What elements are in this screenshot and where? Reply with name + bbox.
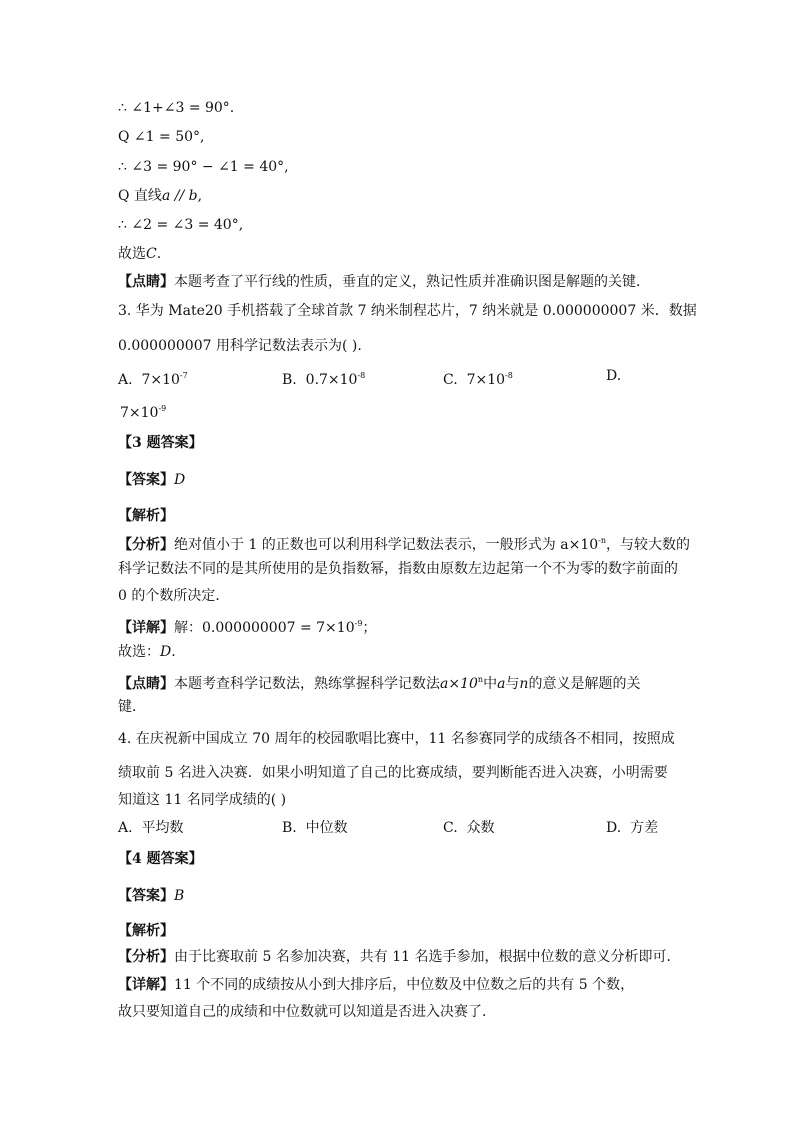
q3-option-d — [120, 399, 166, 423]
option-value: 7×10 — [466, 372, 506, 388]
detail-text: 解：0.000000007 = 7×10 — [174, 620, 355, 636]
analysis-text: 由于比赛取前 5 名参加决赛，共有 11 名选手参加，根据中位数的意义分析即可． — [174, 949, 681, 965]
solution-line-5: ∴ ∠2 = ∠3 = 40°, — [118, 217, 244, 233]
choose-math: D — [160, 644, 172, 660]
solution-line-6 — [118, 244, 161, 264]
q3-analysis-line-3: 0 的个数所决定． — [118, 588, 230, 604]
option-value: 方差 — [630, 820, 659, 836]
detail-exponent: -9 — [354, 619, 363, 628]
dianjing-math-2: a — [497, 676, 506, 692]
dianjing-line — [118, 272, 650, 292]
dianjing-mid-2: 与 — [505, 676, 520, 692]
solution-line-3: ∴ ∠3 = 90° − ∠1 = 40°, — [118, 159, 289, 175]
option-value: 7×10 — [120, 405, 159, 421]
q3-stem-line-1: 3. 华为 Mate20 手机搭载了全球首款 7 纳米制程芯片，7 纳米就是 0.000000007 米．数据 — [118, 303, 697, 319]
q3-analysis-line-2: 科学记数法不同的是其所使用的是负指数幂，指数由原数左边起第一个不为零的数字前面的 — [118, 561, 678, 577]
analysis-tag: 【分析】 — [118, 949, 174, 965]
q4-answer-title: 【4 题答案】 — [118, 851, 203, 867]
option-value: 众数 — [466, 820, 495, 836]
analysis-exponent: -n — [598, 536, 607, 545]
answer-value: B — [174, 888, 185, 904]
option-label: C. — [443, 372, 458, 388]
option-value: 0.7×10 — [305, 372, 358, 388]
q4-conclusion: 故只要知道自己的成绩和中位数就可以知道是否进入决赛了． — [118, 1004, 496, 1020]
line6-math: C — [146, 246, 157, 262]
q3-detail — [118, 614, 376, 638]
detail-text: 11 个不同的成绩按从小到大排序后，中位数及中位数之后的共有 5 个数， — [174, 977, 635, 993]
line6-text: 故选 — [118, 246, 146, 262]
solution-line-2: Q ∠1 = 50°, — [118, 129, 205, 145]
answer-tag: 【答案】 — [118, 888, 174, 904]
detail-tag: 【详解】 — [118, 977, 174, 993]
dianjing-mid-1: 中 — [483, 676, 498, 692]
line4-punct: , — [197, 188, 203, 204]
line4-text: Q 直线 — [118, 188, 162, 204]
q4-answer — [118, 886, 184, 906]
option-exponent: -7 — [179, 371, 188, 380]
dianjing-math-3: n — [519, 676, 529, 692]
q3-option-c — [443, 366, 513, 390]
option-value: 平均数 — [141, 820, 184, 836]
q4-stem-line-1: 4. 在庆祝新中国成立 70 周年的校园歌唱比赛中，11 名参赛同学的成绩各不相同，按照成 — [118, 731, 675, 747]
line4-math: a // b — [161, 188, 198, 204]
option-exponent: -9 — [158, 404, 167, 413]
option-label: B. — [282, 820, 297, 836]
analysis-text: 绝对值小于 1 的正数也可以利用科学记数法表示，一般形式为 a×10 — [174, 537, 599, 553]
q3-answer — [118, 470, 185, 490]
analysis-tag: 【分析】 — [118, 537, 174, 553]
dianjing-text: 本题考查了平行线的性质，垂直的定义，熟记性质并准确识图是解题的关键． — [174, 274, 650, 290]
dianjing-tail: 的意义是解题的关 — [528, 676, 641, 692]
detail-tag: 【详解】 — [118, 620, 174, 636]
q3-dianjing-line-1 — [118, 670, 640, 694]
q3-stem-line-2: 0.000000007 用科学记数法表示为( ). — [118, 338, 362, 354]
option-exponent: -8 — [357, 371, 366, 380]
option-exponent: -8 — [505, 371, 513, 380]
dianjing-math-1: a×10 — [440, 676, 478, 692]
q4-detail — [118, 975, 634, 995]
q3-answer-title: 【3 题答案】 — [118, 435, 203, 451]
choose-text: 故选： — [118, 644, 160, 660]
answer-value: D — [174, 472, 186, 488]
q4-option-d — [606, 818, 658, 838]
solution-line-4 — [118, 186, 202, 206]
q3-analysis-line-1 — [118, 531, 690, 555]
line6-punct: . — [156, 246, 162, 262]
q3-option-a — [118, 366, 188, 390]
option-label: A. — [118, 372, 133, 388]
analysis-text-tail: ，与较大数的 — [606, 537, 691, 553]
q3-jiexi: 【解析】 — [118, 508, 174, 524]
q4-option-b — [282, 818, 348, 838]
q3-option-b — [282, 366, 365, 390]
dianjing-tag: 【点睛】 — [118, 274, 174, 290]
solution-line-1: ∴ ∠1+∠3 = 90°. — [118, 100, 235, 116]
option-label: D. — [606, 820, 622, 836]
dianjing-text: 本题考查科学记数法，熟练掌握科学记数法 — [174, 676, 440, 692]
option-value: 中位数 — [305, 820, 348, 836]
option-value: 7×10 — [141, 372, 180, 388]
q4-analysis — [118, 947, 681, 967]
dianjing-exponent: n — [477, 675, 484, 684]
q3-option-d-label: D. — [606, 368, 622, 384]
q4-stem-line-3: 知道这 11 名同学成绩的( ) — [118, 792, 287, 808]
q3-dianjing-line-2: 键． — [118, 699, 146, 715]
q4-option-c — [443, 818, 495, 838]
q4-stem-line-2: 绩取前 5 名进入决赛．如果小明知道了自己的比赛成绩，要判断能否进入决赛，小明需要 — [118, 765, 668, 781]
q4-option-a — [118, 818, 183, 838]
option-label: B. — [282, 372, 297, 388]
q3-choose — [118, 642, 176, 662]
option-label: C. — [443, 820, 458, 836]
q4-jiexi: 【解析】 — [118, 923, 174, 939]
dianjing-tag: 【点睛】 — [118, 676, 174, 692]
choose-punct: . — [171, 644, 176, 660]
option-label: A. — [118, 820, 133, 836]
detail-punct: ； — [362, 620, 377, 636]
answer-tag: 【答案】 — [118, 472, 174, 488]
